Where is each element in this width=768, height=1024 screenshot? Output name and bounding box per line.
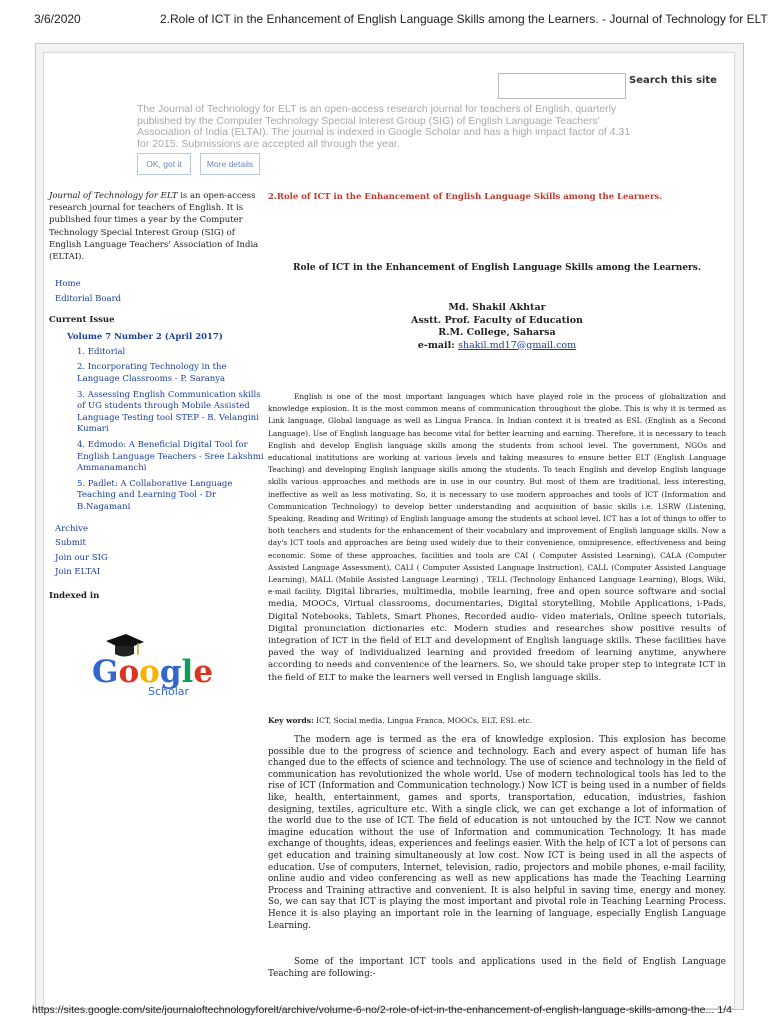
more-details-button[interactable]: More details [200,153,260,175]
sidebar-link-submit[interactable]: Submit [55,538,86,549]
about-rest: is an open-access research journal for teachers of English. It is published four times a year by the Computer Technology Special Interest Group (SIG) of English Language Teachers' Association of India (ELTAI). [49,191,259,263]
search-button[interactable]: Search this site [629,75,717,86]
current-issue-heading: Current Issue [49,315,115,326]
ok-got-it-button[interactable]: OK, got it [137,153,191,175]
keywords-label: Key words: [268,716,314,725]
about-text [49,190,264,263]
cookie-notice: The Journal of Technology for ELT is an open-access research journal for teachers of English, quarterly published by the Computer Technology Special Interest Group (SIG) of English Language Teachers' Association of India (ELTAI). The journal is indexed in Google Scholar and has a high impact factor of 4.31 for 2015. Submissions are accepted all through the year. [137,103,631,150]
issue-link[interactable]: 2. Incorporating Technology in the Language Classrooms - P. Saranya [77,362,227,384]
print-url: https://sites.google.com/site/journaloftechnologyforelt/archive/volume-6-no/2-role-of-ict-in-the-enhancement-of-english-language-skills-among-the... [32,1004,715,1016]
abstract [268,391,726,684]
logo-subtitle: Scholar [148,685,190,698]
keywords-list: ICT, Social media, Lingua Franca, MOOCs, ELT, ESL etc. [313,716,533,725]
sidebar [49,190,264,602]
email-label: e-mail: [417,339,459,351]
print-date: 3/6/2020 [34,12,81,26]
issue-list [49,347,264,514]
issue-link[interactable]: 3. Assessing English Communication skills of UG students through Mobile Assisted Language Testing tool STEP - B. Velangini Kumari [77,389,261,435]
sidebar-nav-secondary [49,522,264,580]
volume-link[interactable]: Volume 7 Number 2 (April 2017) [67,331,223,342]
logo-wordmark: Google [92,654,214,690]
sidebar-link-editorial-board[interactable]: Editorial Board [55,293,122,304]
author-block [268,302,726,352]
author-position: Asstt. Prof. Faculty of Education [411,314,583,326]
abstract-part-1: English is one of the most important languages which have played role in the process of globalization and knowledge explosion. It is the most common means of communication throughout the globe. This is why it is termed as Link language, Global language as well as Lingua Franca. In Indian context it is treated as ESL (English as a Second Language). Use of English language has become vital for better learning and earning. Therefore, it is necessary to teach English and develop English language skills among the students from school level. The government, NGOs and educational institutions are working at various levels and taking measures to ensure better ELT (English Language Teaching) and developing English language skills among the students. To teach English and develop English language skills various approaches and methods are in use in our country. But most of them are traditional, less interesting, ineffective as well as less motivating. So, it is necessary to use modern approaches and tools of ICT (Information and Communication Technology) to develop better understanding and acquisition of basic skills i.e. LSRW (Listening, Speaking, Reading and Writing) of English language among the students at school level. ICT has a lot of things to offer to both teachers and students for the enhancement of their vocabulary and improvement of English language skills. Now a day's ICT tools and approaches are being used widely due to their convenience, omnipresence, effectiveness and being economic. Some of these approaches, facilities and tools are CAI ( Computer Assisted Learning), CALA (Computer Assisted Language Assessment), CALI ( Computer Assisted Language Instruction), CALL (Computer Assisted Language Learning), MALL (Mobile Assisted Language Learning) , TELL (Technology Enhanced Language Learning), Blogs, Wiki, e-mail facility, [268,392,726,597]
sidebar-nav [49,277,264,306]
sidebar-link-archive[interactable]: Archive [55,523,88,534]
article-heading: 2.Role of ICT in the Enhancement of English Language Skills among the Learners. [268,192,663,202]
author-college: R.M. College, Saharsa [438,327,556,338]
article-title: Role of ICT in the Enhancement of English Language Skills among the Learners. [293,263,701,273]
sidebar-link-join-eltai[interactable]: Join ELTAI [55,567,101,578]
sidebar-link-home[interactable]: Home [55,279,81,290]
search-input[interactable] [498,73,626,99]
keywords [268,716,726,725]
issue-link[interactable]: 5. Padlet: A Collaborative Language Teaching and Learning Tool - Dr B.Nagamani [77,478,233,512]
indexed-in-heading: Indexed in [49,590,100,601]
print-title: 2.Role of ICT in the Enhancement of English Language Skills among the Learners. - Journal of Technology for ELT [160,12,768,26]
page-frame [35,43,744,1010]
journal-name: Journal of Technology for ELT [49,191,178,201]
body-paragraph-2: Some of the important ICT tools and applications used in the field of English Language Teaching are following:- [268,957,726,979]
issue-link[interactable]: 4. Edmodo: A Beneficial Digital Tool for English Language Teachers - Sree Lakshmi Ammanamanchi [77,439,264,474]
issue-link[interactable]: 1. Editorial [77,346,126,357]
print-page-number: 1/4 [717,1004,732,1016]
author-email-link[interactable]: shakil.md17@gmail.com [458,339,577,351]
abstract-part-2: Digital libraries, multimedia, mobile learning, free and open source software and social media, MOOCs, Virtual classrooms, documentaries, Digital storytelling, Mobile Applications, i-Pads, Digital Notebooks, Tablets, Smart Phones, Recorded audio- video materials, Online speech tutorials, Digital pronunciation dictionaries etc. Modern studies and researches show positive results of integration of ICT in the field of ELT and development of English language skills. These facilities have paved the way of individualized learning and provided freedom of learning anytime, anywhere according to needs and convenience of the learners. So, we should take proper step to integrate ICT in the field of ELT to make the learners well versed in English language skills. [268,587,726,683]
author-name: Md. Shakil Akhtar [448,302,546,313]
google-scholar-logo[interactable] [82,633,232,703]
sidebar-link-join-sig[interactable]: Join our SIG [55,552,108,563]
body-paragraph-1: The modern age is termed as the era of knowledge explosion. This explosion has become possible due to the progress of science and technology. Each and every aspect of human life has changed due to the effects of science and technology. The use of science and technology in the field of communication has revolutionized the whole world. Use of modern technological tools has led to the rise of ICT (Information and Communication technology.) Now ICT is being used in a number of fields like, health, entertainment, games and sports, transportation, education, industries, fashion designing, textiles, agriculture etc. With a single click, we can get exchange a lot of information of the world due to the use of ICT. The field of education is not untouched by the ICT. Now we cannot imagine education without the use of Information and communication Technology. It has made exchange of thoughts, ideas, experiences and feelings easier. With the help of ICT a lot of persons can get education and training simultaneously at low cost. Now ICT is being used in all the aspects of education. Use of computers, Internet, television, radio, projectors and mobile phones, e-mail facility, online audio and video conferencing as well as new applications has made the Teaching Learning Process and Training attractive and convenient. It is also helpful in saving time, energy and money. So, we can say that ICT is playing the most important and pivotal role in Teaching Learning Process. Hence it is also playing an important role in the learning of language, especially English Language Learning. [268,735,726,931]
page-content [43,52,735,1009]
